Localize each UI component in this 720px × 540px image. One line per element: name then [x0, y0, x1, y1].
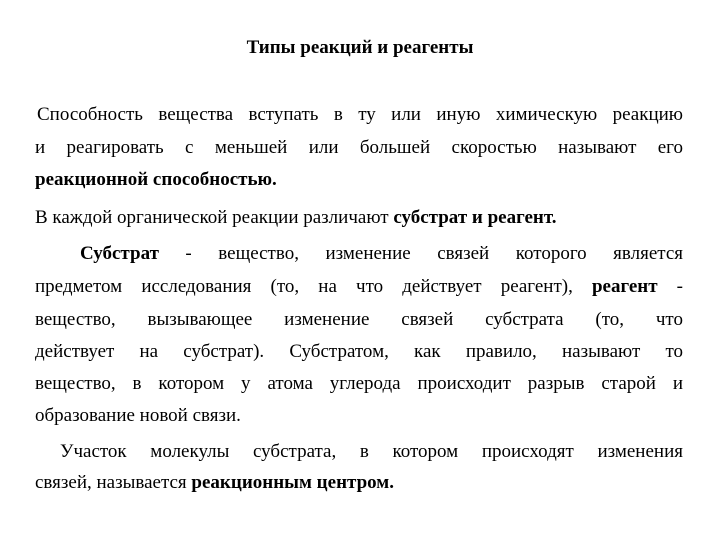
paragraph-3-line-6: образование новой связи.: [35, 405, 241, 426]
term-substrate-and-reagent: субстрат и реагент.: [393, 207, 557, 228]
paragraph-2-text: В каждой органической реакции различают: [35, 207, 394, 228]
paragraph-1-line-2: и реагировать с меньшей или большей скоростью называют его: [35, 137, 683, 158]
paragraph-3-line-2-dash: -: [657, 276, 684, 297]
paragraph-4-line-1: Участок молекулы субстрата, в котором происходят изменения: [60, 441, 683, 462]
paragraph-4-line-2: [35, 471, 683, 495]
paragraph-3-line-4: действует на субстрат). Субстратом, как правило, называют то: [35, 341, 683, 362]
paragraph-3-line-1-text: - вещество, изменение связей которого является: [158, 243, 683, 264]
paragraph-3-line-1: [80, 242, 683, 266]
paragraph-4-line-2-text: связей, называется: [35, 472, 192, 493]
paragraph-3-line-5: вещество, в котором у атома углерода происходит разрыв старой и: [35, 373, 683, 394]
paragraph-3-line-3: вещество, вызывающее изменение связей субстрата (то, что: [35, 309, 683, 330]
term-substrate: Субстрат: [80, 243, 159, 264]
paragraph-2-line-1: [35, 206, 683, 230]
slide-title: Типы реакций и реагенты: [246, 37, 474, 58]
paragraph-3-line-2: [35, 275, 683, 299]
paragraph-1-line-3: реакционной способностью.: [35, 169, 277, 190]
paragraph-3-line-2-text: предметом исследования (то, на что действует реагент),: [35, 276, 592, 297]
term-reaction-center: реакционным центром.: [191, 472, 394, 493]
paragraph-1-line-1: Способность вещества вступать в ту или иную химическую реакцию: [37, 104, 683, 125]
term-reagent: реагент: [591, 276, 658, 297]
